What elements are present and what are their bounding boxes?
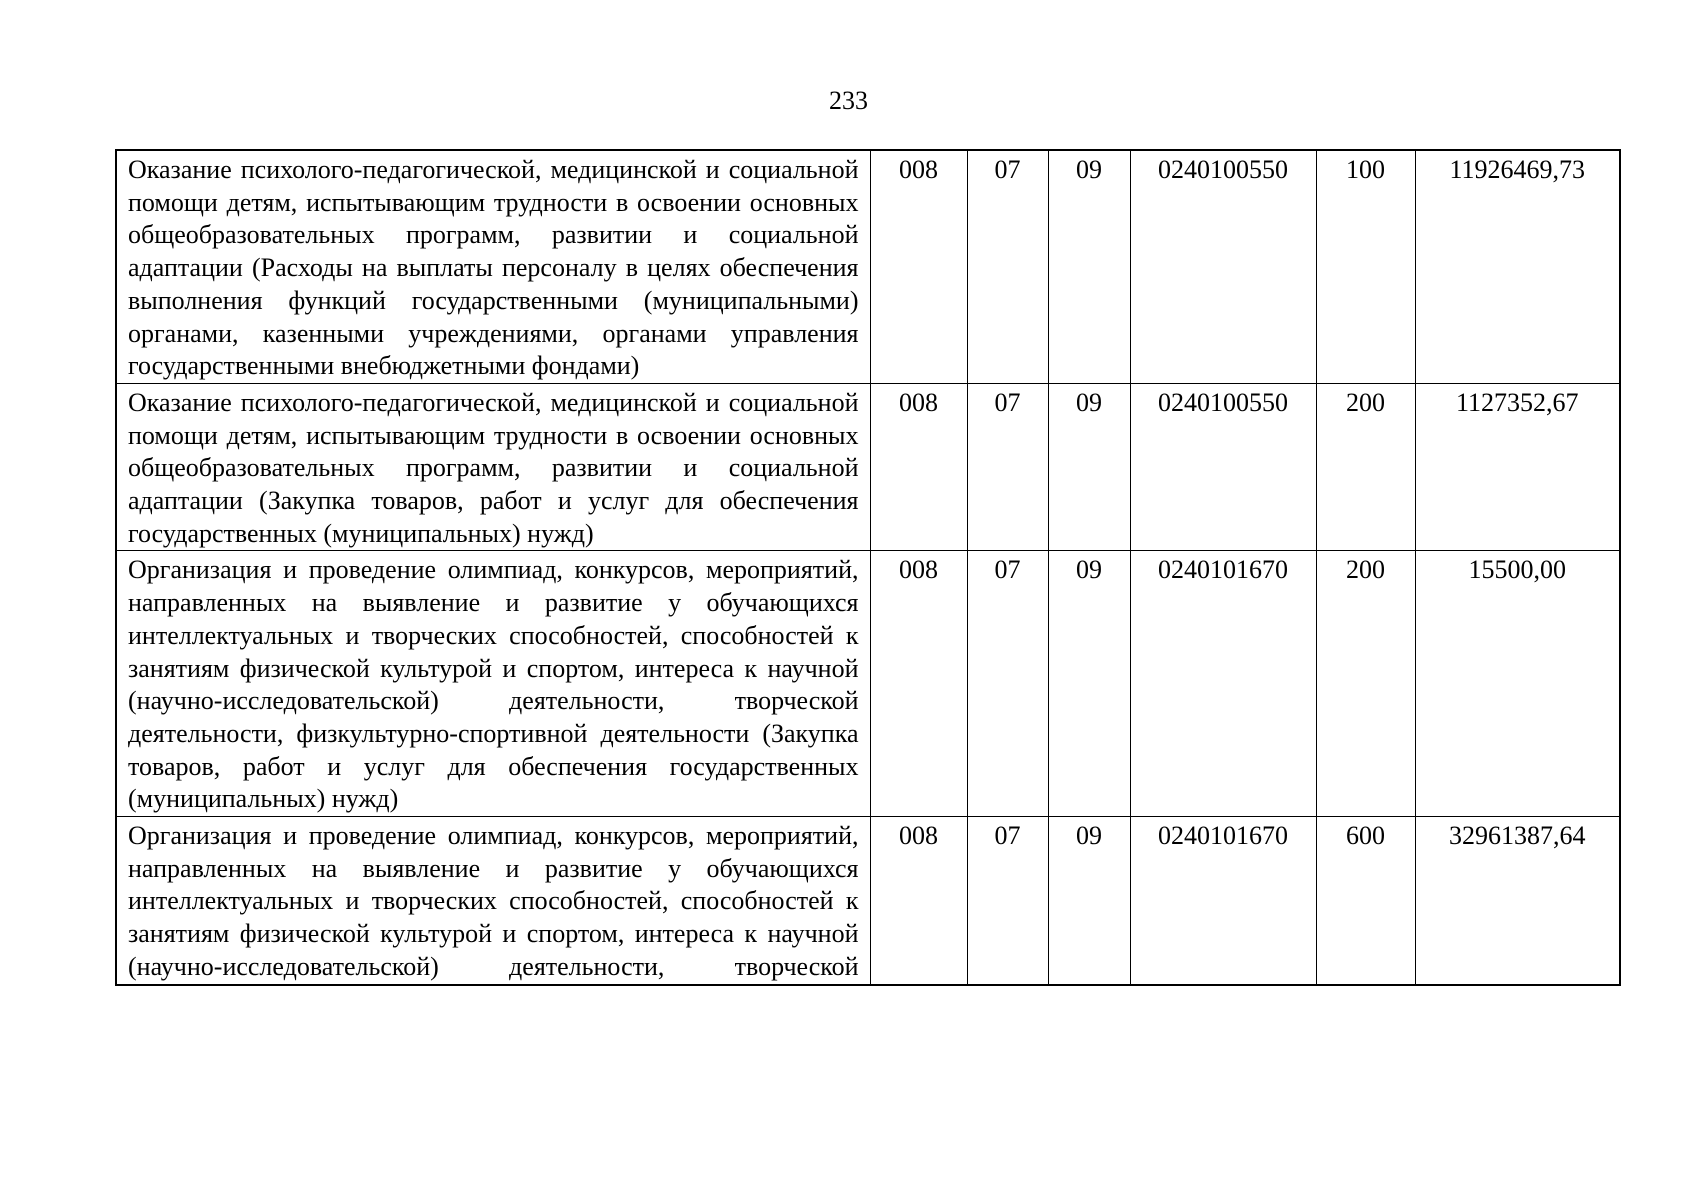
section-code: 07 [967,150,1048,383]
target-article-code: 0240101670 [1130,817,1316,985]
amount: 11926469,73 [1415,150,1620,383]
subsection-code: 09 [1048,383,1130,551]
budget-table [115,149,1621,986]
table-row [116,817,1620,985]
expense-type-code: 600 [1316,817,1415,985]
section-code: 07 [967,551,1048,817]
expense-description: Оказание психолого-педагогической, медицинской и социальной помощи детям, испытывающим трудности в освоении основных общеобразовательных программ, развитии и социальной адаптации (Закупка товаров, работ и услуг для обеспечения государственных (муниципальных) нужд) [116,383,870,551]
expense-description: Оказание психолого-педагогической, медицинской и социальной помощи детям, испытывающим трудности в освоении основных общеобразовательных программ, развитии и социальной адаптации (Расходы на выплаты персоналу в целях обеспечения выполнения функций государственными (муниципальными) органами, казенными учреждениями, органами управления государственными внебюджетными фондами) [116,150,870,383]
target-article-code: 0240100550 [1130,383,1316,551]
target-article-code: 0240100550 [1130,150,1316,383]
amount: 1127352,67 [1415,383,1620,551]
page-number: 233 [829,86,868,115]
ministry-code: 008 [870,150,967,383]
expense-description: Организация и проведение олимпиад, конкурсов, мероприятий, направленных на выявление и развитие у обучающихся интеллектуальных и творческих способностей, способностей к занятиям физической культурой и спортом, интереса к научной (научно-исследовательской) деятельности, творческой деятельности, физкультурно-спортивной деятельности (Закупка товаров, работ и услуг для обеспечения государственных (муниципальных) нужд) [116,551,870,817]
subsection-code: 09 [1048,817,1130,985]
expense-description: Организация и проведение олимпиад, конкурсов, мероприятий, направленных на выявление и развитие у обучающихся интеллектуальных и творческих способностей, способностей к занятиям физической культурой и спортом, интереса к научной (научно-исследовательской) деятельности, творческой [116,817,870,985]
subsection-code: 09 [1048,551,1130,817]
ministry-code: 008 [870,551,967,817]
ministry-code: 008 [870,383,967,551]
section-code: 07 [967,383,1048,551]
subsection-code: 09 [1048,150,1130,383]
expense-type-code: 200 [1316,383,1415,551]
ministry-code: 008 [870,817,967,985]
amount: 15500,00 [1415,551,1620,817]
expense-type-code: 200 [1316,551,1415,817]
target-article-code: 0240101670 [1130,551,1316,817]
table-row [116,150,1620,383]
expense-type-code: 100 [1316,150,1415,383]
table-row [116,383,1620,551]
amount: 32961387,64 [1415,817,1620,985]
table-row [116,551,1620,817]
section-code: 07 [967,817,1048,985]
